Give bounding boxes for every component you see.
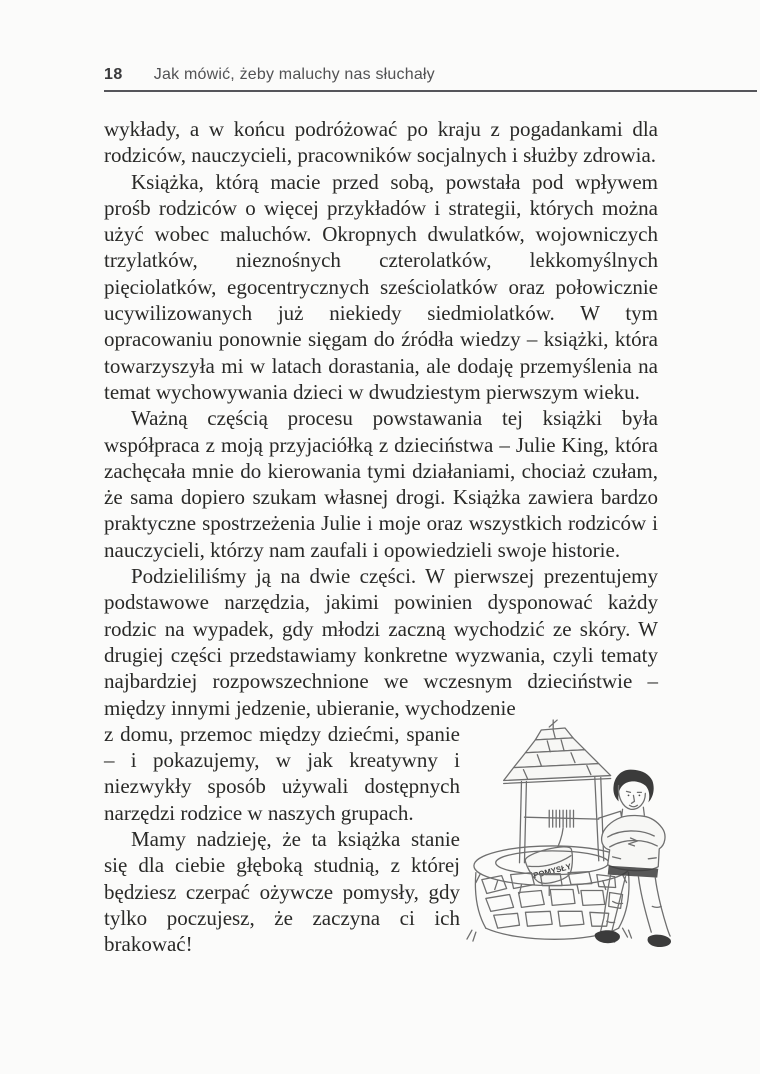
body-paragraph: Podzieliliśmy ją na dwie części. W pierwszej prezentujemy podstawowe narzędzia, jakimi powinien dysponować każdy rodzic na wypadek, gdy młodzi zaczną wychodzić ze skóry. W drugiej części przedstawiamy konkretne wyzwania, czyli tematy najbardziej rozpowszechnione we wczesnym dzieciństwie – między innymi jedzenie, ubieranie, wychodzenie (104, 564, 658, 720)
body-paragraph: Ważną częścią procesu powstawania tej książki była współpraca z moją przyjaciółką z dzieciństwa – Julie King, która zachęcała mnie do kierowania tymi działaniami, chociaż czułam, że sama dopiero szukam własnej drogi. Książka zawiera bardzo praktyczne spostrzeżenia Julie i moje oraz wszystkich rodziców i nauczycieli, którzy nam zaufali i opowiedzieli swoje historie. (104, 406, 658, 562)
page-number: 18 (104, 66, 123, 83)
running-title: Jak mówić, żeby maluchy nas słuchały (153, 66, 435, 83)
body-paragraph: Książka, którą macie przed sobą, powstała pod wpływem prośb rodziców o więcej przykładów i strategii, których można użyć wobec maluchów. Okropnych dwulatków, wojowniczych trzylatków, nieznośnych czterolatków, lekkomyślnych pięciolatków, egocentrycznych sześciolatków oraz połowicznie ucywilizowanych już niekiedy siedmiolatków. W tym opracowaniu ponownie sięgam do źródła wiedzy – książki, która towarzyszyła mi w latach dorastania, ale dodaję przemyślenia na temat wychowywania dzieci w dwudziestym pierwszym wieku. (104, 169, 658, 404)
bucket-label: POMYSŁY (532, 861, 573, 880)
man-legs (600, 874, 670, 935)
well-roof (504, 728, 611, 783)
body-paragraph: z domu, przemoc między dziećmi, spanie – i pokazujemy, w jak kreatywny i niezwykły sposób używali dostępnych narzędzi rodzice w naszych grupach. (104, 721, 460, 825)
wishing-well-drawing-icon (464, 717, 684, 957)
wrapped-text-column (104, 721, 460, 958)
man-face (618, 785, 645, 809)
body-paragraph: wykłady, a w końcu podróżować po kraju z pogadankami dla rodziców, nauczycieli, pracowników socjalnych i służby zdrowia. (104, 117, 658, 168)
page-header (104, 66, 757, 92)
leaning-man-figure (595, 769, 671, 946)
body-text-block (104, 116, 658, 958)
well-windlass (524, 810, 622, 827)
man-right-shoe (648, 934, 671, 946)
well-roof-finial (549, 720, 557, 729)
body-paragraph: Mamy nadzieję, że ta książka stanie się dla ciebie głęboką studnią, z której będziesz czerpać ożywcze pomysły, gdy tylko poczujesz, że zaczyna ci ich brakować! (104, 827, 460, 957)
man-sweater (602, 815, 665, 870)
text-with-illustration-row (104, 721, 658, 958)
man-left-shoe (595, 930, 620, 943)
